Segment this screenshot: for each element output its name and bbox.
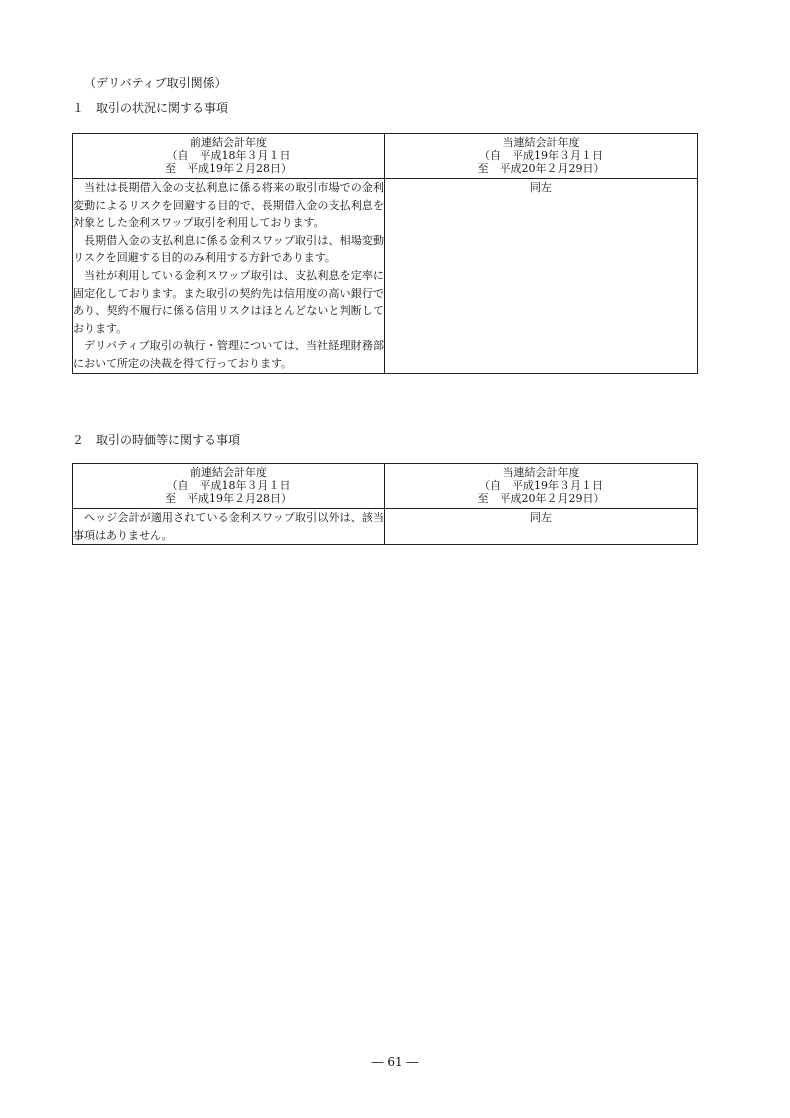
- header-period-label: 前連結会計年度: [190, 466, 267, 479]
- header-period-start: （自 平成18年３月１日: [166, 479, 291, 492]
- paragraph: デリバティブ取引の執行・管理については、当社経理財務部において所定の決裁を得て行っております。: [73, 339, 384, 370]
- section1-current-year-text: 同左: [385, 179, 698, 374]
- header-period-end: 至 平成19年２月28日）: [165, 162, 292, 175]
- section1-previous-year-text: [73, 179, 385, 374]
- header-period-start: （自 平成19年３月１日: [479, 479, 603, 492]
- paragraph: ヘッジ会計が適用されている金利スワップ取引以外は、該当事項はありません。: [73, 511, 384, 542]
- header-period-end: 至 平成20年２月29日）: [477, 162, 605, 175]
- header-period-start: （自 平成18年３月１日: [166, 149, 291, 162]
- paragraph: 当社は長期借入金の支払利息に係る将来の取引市場での金利変動によるリスクを回避する目的で、長期借入金の支払利息を対象とした金利スワップ取引を利用しております。: [73, 181, 384, 230]
- section2-header-previous-year: [73, 464, 385, 509]
- section1-table: [72, 133, 698, 374]
- header-period-label: 当連結会計年度: [502, 136, 580, 149]
- section1-header-row: [73, 134, 698, 179]
- page-number: ― 61 ―: [371, 1055, 419, 1069]
- section1-header-previous-year: [73, 134, 385, 179]
- header-period-end: 至 平成20年２月29日）: [477, 492, 605, 505]
- paragraph: 当社が利用している金利スワップ取引は、支払利息を定率に固定化しております。また取引の契約先は信用度の高い銀行であり、契約不履行に係る信用リスクはほとんどないと判断しております。: [73, 268, 384, 335]
- section2-header-row: [73, 464, 698, 509]
- section2-body-row: [73, 509, 698, 545]
- section1-body-row: [73, 179, 698, 374]
- header-period-label: 当連結会計年度: [502, 466, 580, 479]
- section2-header-current-year: [385, 464, 698, 509]
- section2-current-year-text: 同左: [385, 509, 698, 545]
- section1-header-current-year: [385, 134, 698, 179]
- header-period-start: （自 平成19年３月１日: [479, 149, 603, 162]
- section2-previous-year-text: [73, 509, 385, 545]
- section2-table: [72, 463, 698, 545]
- page-header: （デリバティブ取引関係）: [84, 76, 227, 90]
- section2-title: ２ 取引の時価等に関する事項: [72, 433, 241, 447]
- header-period-label: 前連結会計年度: [190, 136, 267, 149]
- section1-title: １ 取引の状況に関する事項: [72, 101, 229, 115]
- paragraph: 長期借入金の支払利息に係る金利スワップ取引は、相場変動リスクを回避する目的のみ利用する方針であります。: [73, 233, 384, 265]
- header-period-end: 至 平成19年２月28日）: [165, 492, 292, 505]
